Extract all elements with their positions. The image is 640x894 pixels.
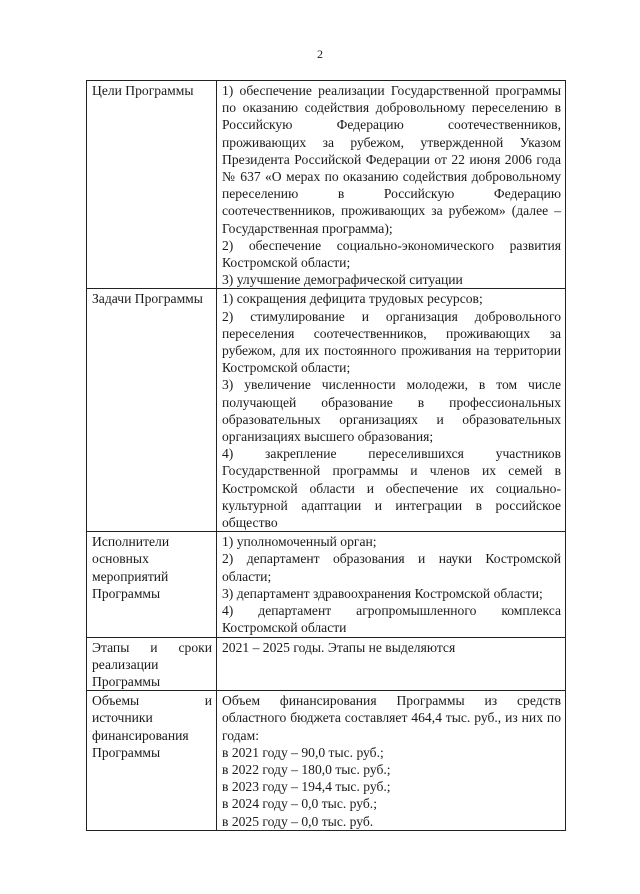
financing-total: Объем финансирования Программы из средств областного бюджета составляет 464,4 тыс. руб., из них по годам: xyxy=(222,693,561,743)
stages-text: 2021 – 2025 годы. Этапы не выделяются xyxy=(222,639,456,655)
task-3: 3) увеличение численности молодежи, в том числе получающей образование в профессиональных образовательных организациях и образовательных организациях высшего образования; xyxy=(222,377,561,445)
content-goals xyxy=(217,81,566,289)
financing-2024: в 2024 году – 0,0 тыс. руб.; xyxy=(222,796,377,812)
task-4: 4) закрепление переселившихся участников Государственной программы и членов их семей в Костромской области и обеспечение их социально-культурной адаптации и интеграции в российское общество xyxy=(222,446,561,531)
content-executors xyxy=(217,532,566,637)
label-executors: Исполнители основных мероприятий Программы xyxy=(87,532,217,637)
row-executors xyxy=(87,532,566,637)
task-2: 2) стимулирование и организация добровольного переселения соотечественников, проживающих за рубежом, для их постоянного проживания на территории Костромской области; xyxy=(222,308,561,376)
row-stages xyxy=(87,637,566,691)
financing-2023: в 2023 году – 194,4 тыс. руб.; xyxy=(222,779,391,795)
label-goals: Цели Программы xyxy=(87,81,217,289)
row-tasks xyxy=(87,289,566,532)
label-stages: Этапы и сроки реализации Программы xyxy=(87,637,217,691)
row-financing xyxy=(87,691,566,831)
executor-2: 2) департамент образования и науки Костромской области; xyxy=(222,551,561,584)
financing-2022: в 2022 году – 180,0 тыс. руб.; xyxy=(222,761,391,777)
content-tasks xyxy=(217,289,566,532)
program-passport-table xyxy=(86,80,566,831)
financing-2021: в 2021 году – 90,0 тыс. руб.; xyxy=(222,744,384,760)
page-number: 2 xyxy=(317,47,323,61)
executor-4: 4) департамент агропромышленного комплекса Костромской области xyxy=(222,603,561,636)
content-financing xyxy=(217,691,566,831)
task-1: 1) сокращения дефицита трудовых ресурсов; xyxy=(222,291,483,307)
goal-3: 3) улучшение демографической ситуации xyxy=(222,272,463,288)
row-goals xyxy=(87,81,566,289)
executor-1: 1) уполномоченный орган; xyxy=(222,534,377,550)
label-financing: Объемы и источники финансирования Программы xyxy=(87,691,217,831)
executor-3: 3) департамент здравоохранения Костромской области; xyxy=(222,585,543,601)
goal-1: 1) обеспечение реализации Государственной программы по оказанию содействия добровольному переселению в Российскую Федерацию соотечественников, проживающих за рубежом, утвержденной Указом Президента Российской Федерации от 22 июня 2006 года № 637 «О мерах по оказанию содействия добровольному переселению в Российскую Федерацию соотечественников, проживающих за рубежом» (далее – Государственная программа); xyxy=(222,83,561,236)
content-stages xyxy=(217,637,566,691)
label-tasks: Задачи Программы xyxy=(87,289,217,532)
goal-2: 2) обеспечение социально-экономического развития Костромской области; xyxy=(222,237,561,271)
financing-2025: в 2025 году – 0,0 тыс. руб. xyxy=(222,813,374,829)
